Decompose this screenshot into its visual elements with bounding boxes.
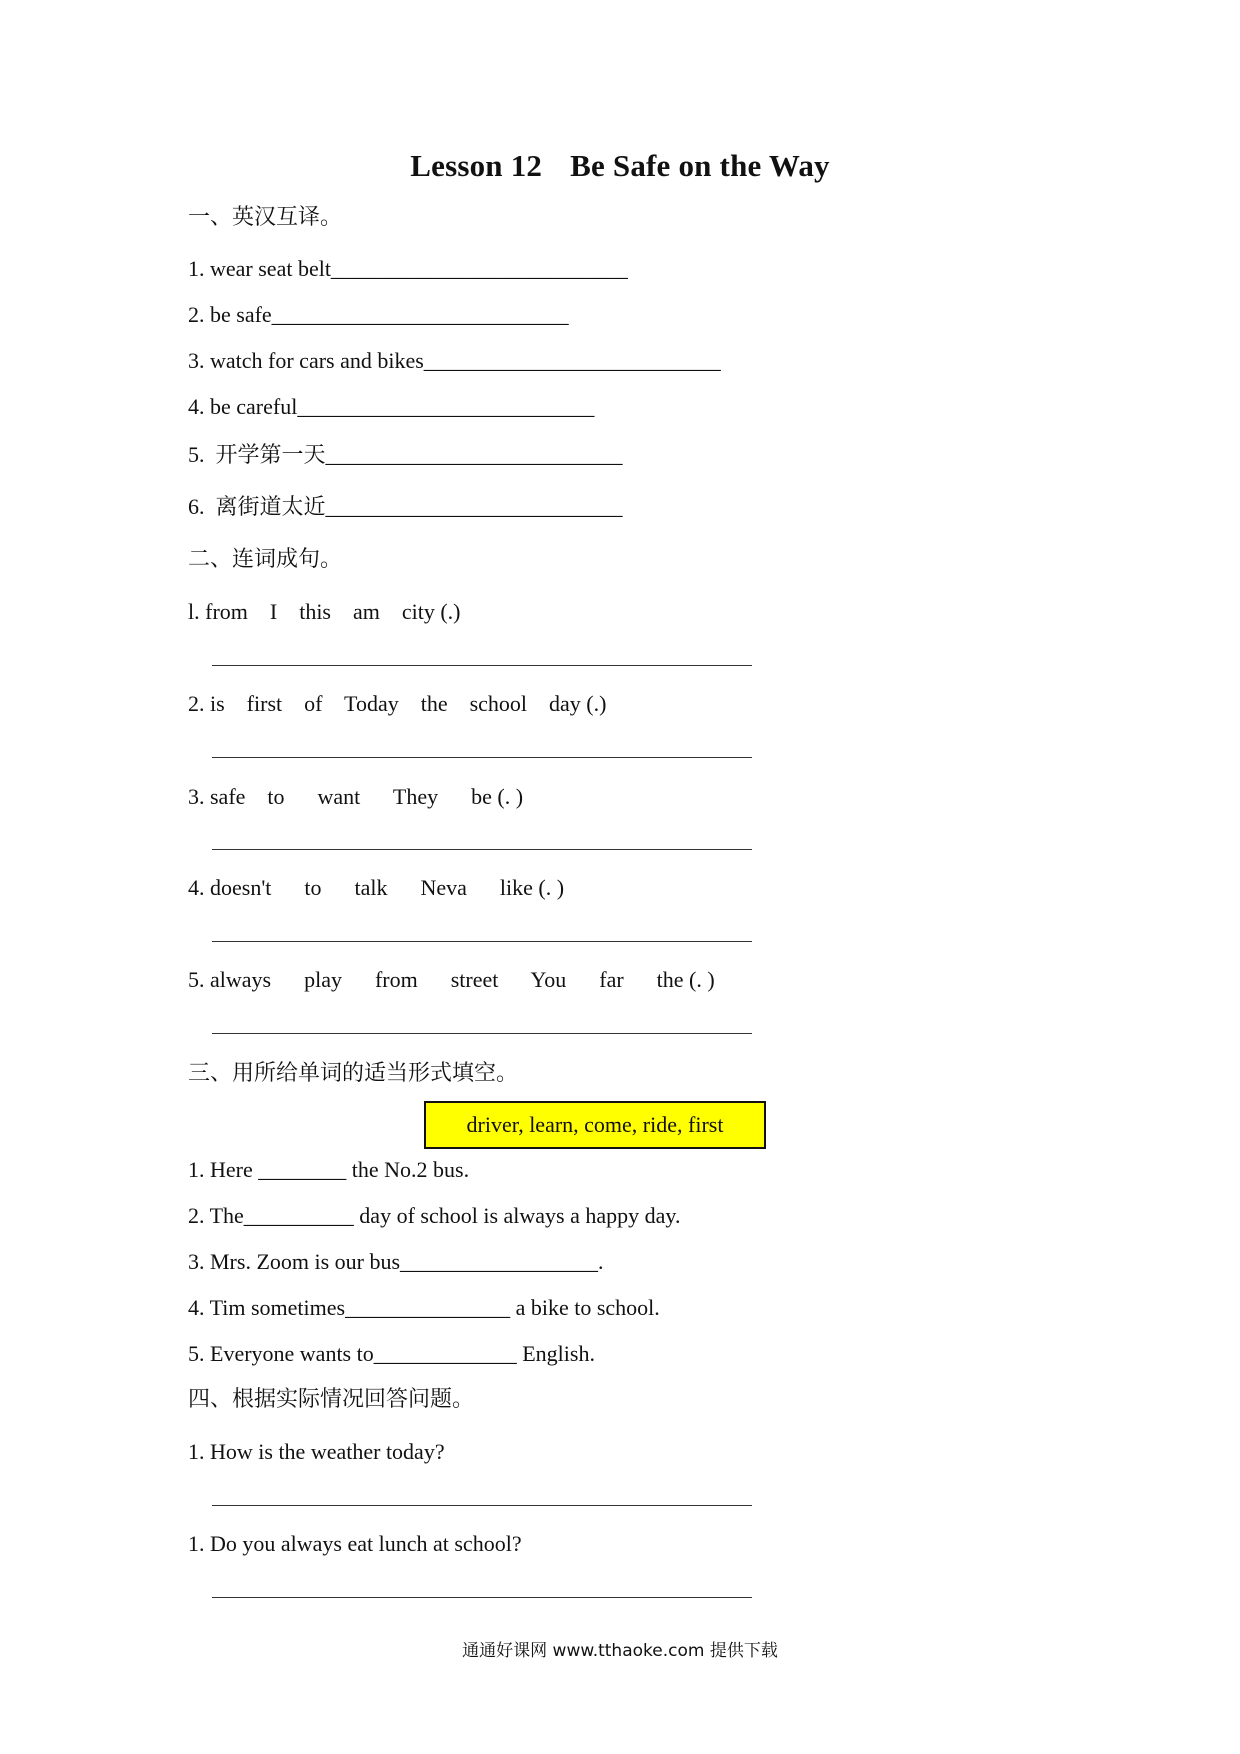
page-footer: 通通好课网 www.tthaoke.com 提供下载 xyxy=(462,1641,778,1661)
section3-item: 5. Everyone wants to_____________ English. xyxy=(188,1341,595,1366)
section3-heading: 三、用所给单词的适当形式填空。 xyxy=(188,1061,519,1086)
answer-line xyxy=(212,849,752,850)
answer-line xyxy=(212,941,752,942)
answer-line xyxy=(212,1597,752,1598)
section3-item: 4. Tim sometimes_______________ a bike to school. xyxy=(188,1295,660,1320)
lesson-number: Lesson 12 xyxy=(410,148,543,183)
answer-line xyxy=(212,1033,752,1034)
section1-heading: 一、英汉互译。 xyxy=(188,205,343,230)
word-bank-box xyxy=(424,1101,766,1149)
section2-item: 3. safe to want They be (. ) xyxy=(188,784,524,809)
answer-line xyxy=(212,757,752,758)
section1-item: 4. be careful___________________________ xyxy=(188,394,595,419)
section4-heading: 四、根据实际情况回答问题。 xyxy=(188,1387,475,1412)
section3-item: 2. The__________ day of school is always a happy day. xyxy=(188,1203,681,1228)
section2-heading: 二、连词成句。 xyxy=(188,547,343,572)
section4-item: 1. Do you always eat lunch at school? xyxy=(188,1531,522,1556)
section2-item: 5. always play from street You far the (. ) xyxy=(188,967,715,992)
section2-item: 2. is first of Today the school day (.) xyxy=(188,691,607,716)
answer-line xyxy=(212,665,752,666)
word-bank-text: driver, learn, come, ride, first xyxy=(466,1112,724,1137)
section2-item: 4. doesn't to talk Neva like (. ) xyxy=(188,875,565,900)
section1-item: 5. 开学第一天___________________________ xyxy=(188,442,623,467)
section3-item: 1. Here ________ the No.2 bus. xyxy=(188,1157,470,1182)
section1-item: 3. watch for cars and bikes___________________________ xyxy=(188,348,721,373)
lesson-name: Be Safe on the Way xyxy=(570,148,830,183)
section1-item: 2. be safe___________________________ xyxy=(188,302,569,327)
page-title xyxy=(0,148,1240,184)
section1-item: 1. wear seat belt___________________________ xyxy=(188,256,628,281)
section3-item: 3. Mrs. Zoom is our bus__________________. xyxy=(188,1249,604,1274)
section1-item: 6. 离街道太近___________________________ xyxy=(188,494,623,519)
answer-line xyxy=(212,1505,752,1506)
section2-item: l. from I this am city (.) xyxy=(188,599,461,624)
section4-item: 1. How is the weather today? xyxy=(188,1439,445,1464)
